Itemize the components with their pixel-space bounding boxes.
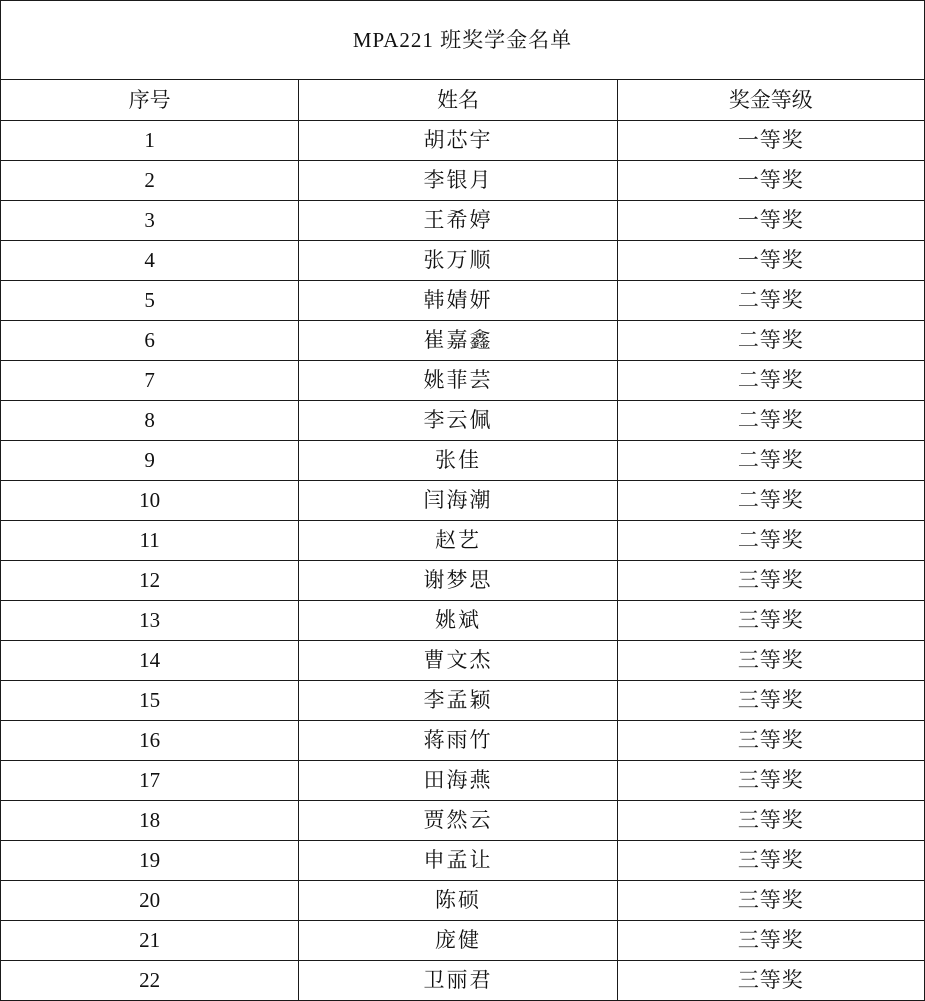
cell-index: 17 — [1, 761, 299, 801]
table-row — [1, 921, 925, 961]
table-row — [1, 201, 925, 241]
table-row — [1, 761, 925, 801]
cell-index: 8 — [1, 401, 299, 441]
cell-name: 贾然云 — [299, 801, 617, 841]
cell-index: 3 — [1, 201, 299, 241]
cell-name: 陈硕 — [299, 881, 617, 921]
cell-level: 二等奖 — [617, 481, 924, 521]
cell-name: 曹文杰 — [299, 641, 617, 681]
cell-name: 姚斌 — [299, 601, 617, 641]
document-title: MPA221 班奖学金名单 — [1, 1, 925, 80]
cell-index: 16 — [1, 721, 299, 761]
table-header-row — [1, 80, 925, 121]
cell-index: 7 — [1, 361, 299, 401]
cell-level: 二等奖 — [617, 441, 924, 481]
table-row — [1, 401, 925, 441]
cell-level: 三等奖 — [617, 681, 924, 721]
cell-name: 申孟让 — [299, 841, 617, 881]
cell-index: 9 — [1, 441, 299, 481]
table-row — [1, 721, 925, 761]
cell-index: 12 — [1, 561, 299, 601]
cell-level: 一等奖 — [617, 241, 924, 281]
table-row — [1, 241, 925, 281]
cell-name: 李银月 — [299, 161, 617, 201]
cell-level: 三等奖 — [617, 801, 924, 841]
cell-name: 姚菲芸 — [299, 361, 617, 401]
cell-index: 10 — [1, 481, 299, 521]
cell-index: 13 — [1, 601, 299, 641]
cell-index: 2 — [1, 161, 299, 201]
table-row — [1, 601, 925, 641]
cell-level: 一等奖 — [617, 161, 924, 201]
cell-level: 三等奖 — [617, 881, 924, 921]
cell-index: 22 — [1, 961, 299, 1001]
column-header-name: 姓名 — [299, 80, 617, 121]
table-row — [1, 961, 925, 1001]
table-row — [1, 281, 925, 321]
cell-name: 李云佩 — [299, 401, 617, 441]
cell-level: 三等奖 — [617, 721, 924, 761]
cell-index: 20 — [1, 881, 299, 921]
cell-level: 二等奖 — [617, 281, 924, 321]
table-row — [1, 321, 925, 361]
cell-index: 6 — [1, 321, 299, 361]
cell-name: 赵艺 — [299, 521, 617, 561]
cell-name: 蒋雨竹 — [299, 721, 617, 761]
column-header-index: 序号 — [1, 80, 299, 121]
cell-level: 三等奖 — [617, 601, 924, 641]
cell-level: 三等奖 — [617, 961, 924, 1001]
cell-name: 庞健 — [299, 921, 617, 961]
table-row — [1, 881, 925, 921]
cell-level: 一等奖 — [617, 121, 924, 161]
table-row — [1, 561, 925, 601]
cell-name: 闫海潮 — [299, 481, 617, 521]
table-row — [1, 641, 925, 681]
cell-name: 王希婷 — [299, 201, 617, 241]
title-row — [1, 1, 925, 80]
cell-name: 卫丽君 — [299, 961, 617, 1001]
cell-index: 5 — [1, 281, 299, 321]
table-row — [1, 361, 925, 401]
cell-name: 胡芯宇 — [299, 121, 617, 161]
table-row — [1, 441, 925, 481]
table-row — [1, 841, 925, 881]
cell-name: 韩婧妍 — [299, 281, 617, 321]
cell-name: 田海燕 — [299, 761, 617, 801]
cell-name: 谢梦思 — [299, 561, 617, 601]
cell-index: 11 — [1, 521, 299, 561]
cell-name: 张佳 — [299, 441, 617, 481]
cell-level: 二等奖 — [617, 401, 924, 441]
cell-index: 15 — [1, 681, 299, 721]
cell-level: 一等奖 — [617, 201, 924, 241]
cell-index: 18 — [1, 801, 299, 841]
cell-level: 三等奖 — [617, 761, 924, 801]
cell-level: 三等奖 — [617, 841, 924, 881]
table-row — [1, 481, 925, 521]
cell-level: 三等奖 — [617, 641, 924, 681]
cell-index: 19 — [1, 841, 299, 881]
table-row — [1, 801, 925, 841]
cell-index: 21 — [1, 921, 299, 961]
table-row — [1, 161, 925, 201]
cell-name: 李孟颖 — [299, 681, 617, 721]
cell-level: 二等奖 — [617, 361, 924, 401]
cell-index: 1 — [1, 121, 299, 161]
table-row — [1, 521, 925, 561]
cell-level: 三等奖 — [617, 561, 924, 601]
cell-level: 二等奖 — [617, 321, 924, 361]
cell-index: 14 — [1, 641, 299, 681]
table-row — [1, 121, 925, 161]
table-body — [1, 1, 925, 1001]
cell-name: 崔嘉鑫 — [299, 321, 617, 361]
cell-level: 二等奖 — [617, 521, 924, 561]
table-row — [1, 681, 925, 721]
cell-name: 张万顺 — [299, 241, 617, 281]
cell-index: 4 — [1, 241, 299, 281]
cell-level: 三等奖 — [617, 921, 924, 961]
column-header-level: 奖金等级 — [617, 80, 924, 121]
